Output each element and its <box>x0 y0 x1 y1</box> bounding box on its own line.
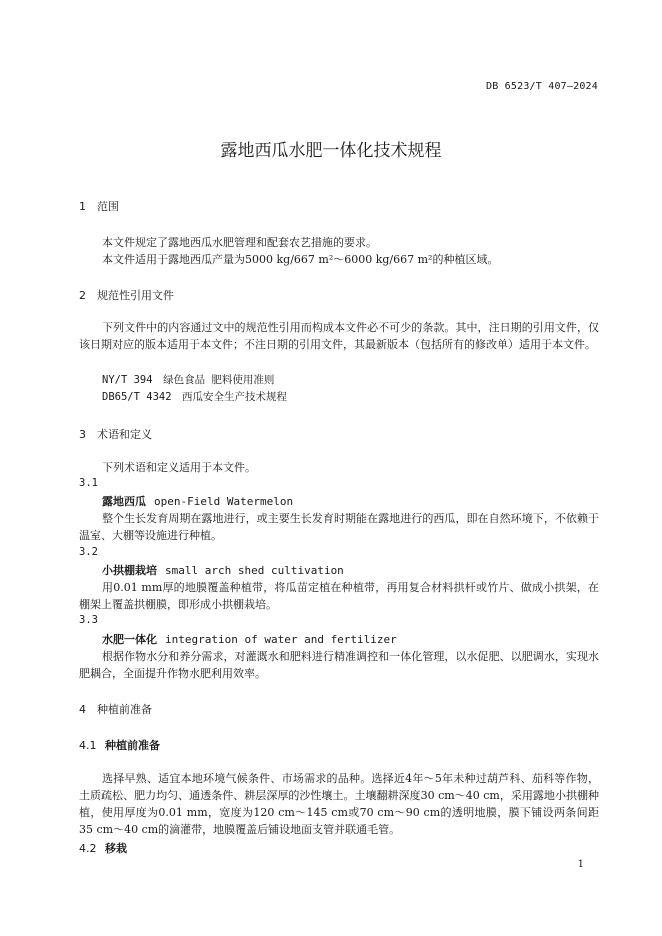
preparation-paragraph: 选择早熟、适宜本地环境气候条件、市场需求的品种。选择近4年～5年未种过葫芦科、茄科等作物，土质疏松、肥力均匀、通透条件、耕层深厚的沙性壤土。土壤翻耕深度30 cm～40 cm，采用露地小拱棚种植，使用厚度为0.01 mm，宽度为120 cm～145 cm或70 cm～90 cm的透明地膜，膜下铺设两条间距35 cm～40 cm的滴灌带，地膜覆盖后铺设地面支管并联通毛管。 <box>79 772 599 836</box>
normative-references-paragraph: 下列文件中的内容通过文中的规范性引用而构成本文件必不可少的条款。其中，注日期的引用文件，仅该日期对应的版本适用于本文件；不注日期的引用文件，其最新版本（包括所有的修改单）适用于本文件。 <box>79 321 599 351</box>
section-title: 种植前准备 <box>97 703 152 716</box>
section-number: 1 <box>79 200 86 213</box>
term-entry <box>102 562 344 578</box>
reference-item: DB65/T 4342 西瓜安全生产技术规程 <box>102 391 288 403</box>
term-definition: 根据作物水分和养分需求，对灌溉水和肥料进行精准调控和一体化管理，以水促肥、以肥调水，实现水肥耦合，全面提升作物水肥利用效率。 <box>79 650 599 680</box>
section-number: 3 <box>79 428 86 441</box>
terms-intro: 下列术语和定义适用于本文件。 <box>102 461 256 474</box>
page-number: 1 <box>577 859 584 870</box>
term-definition: 整个生长发育周期在露地进行，或主要生长发育时期能在露地进行的西瓜，即在自然环境下，不依赖于温室、大棚等设施进行种植。 <box>79 512 599 542</box>
section-3-heading <box>79 426 152 442</box>
document-title: 露地西瓜水肥一体化技术规程 <box>220 141 442 161</box>
standard-code: DB 6523/T 407—2024 <box>486 81 598 92</box>
term-english: integration of water and fertilizer <box>165 633 397 646</box>
term-english: open-Field Watermelon <box>154 495 294 508</box>
subsection-number: 4.1 <box>79 739 97 752</box>
term-number: 3.2 <box>79 546 98 558</box>
subsection-number: 4.2 <box>79 842 97 855</box>
section-title: 术语和定义 <box>97 428 152 441</box>
term-chinese: 露地西瓜 <box>102 495 146 508</box>
term-english: small arch shed cultivation <box>165 564 344 577</box>
term-chinese: 水肥一体化 <box>102 633 157 646</box>
term-chinese: 小拱棚栽培 <box>102 564 157 577</box>
term-number: 3.1 <box>79 477 98 489</box>
subsection-4-1-heading <box>79 737 160 753</box>
subsection-4-2-heading <box>79 840 127 856</box>
subsection-title: 移栽 <box>105 842 127 855</box>
term-entry <box>102 493 293 509</box>
section-number: 4 <box>79 703 86 716</box>
section-number: 2 <box>79 289 86 302</box>
term-definition: 用0.01 mm厚的地膜覆盖种植带，将瓜苗定植在种植带，再用复合材料拱杆或竹片、做成小拱架，在棚架上覆盖拱棚膜，即形成小拱棚栽培。 <box>79 581 599 611</box>
term-entry <box>102 631 397 647</box>
section-title: 范围 <box>97 200 119 213</box>
reference-item: NY/T 394 绿色食品 肥料使用准则 <box>102 374 275 386</box>
section-4-heading <box>79 701 152 717</box>
scope-paragraph-2: 本文件适用于露地西瓜产量为5000 kg/667 m²～6000 kg/667 m²的种植区域。 <box>102 253 499 266</box>
subsection-title: 种植前准备 <box>105 739 160 752</box>
section-2-heading <box>79 287 174 303</box>
term-number: 3.3 <box>79 614 98 626</box>
section-1-heading <box>79 198 119 214</box>
scope-paragraph-1: 本文件规定了露地西瓜水肥管理和配套农艺措施的要求。 <box>102 236 377 249</box>
section-title: 规范性引用文件 <box>97 289 174 302</box>
